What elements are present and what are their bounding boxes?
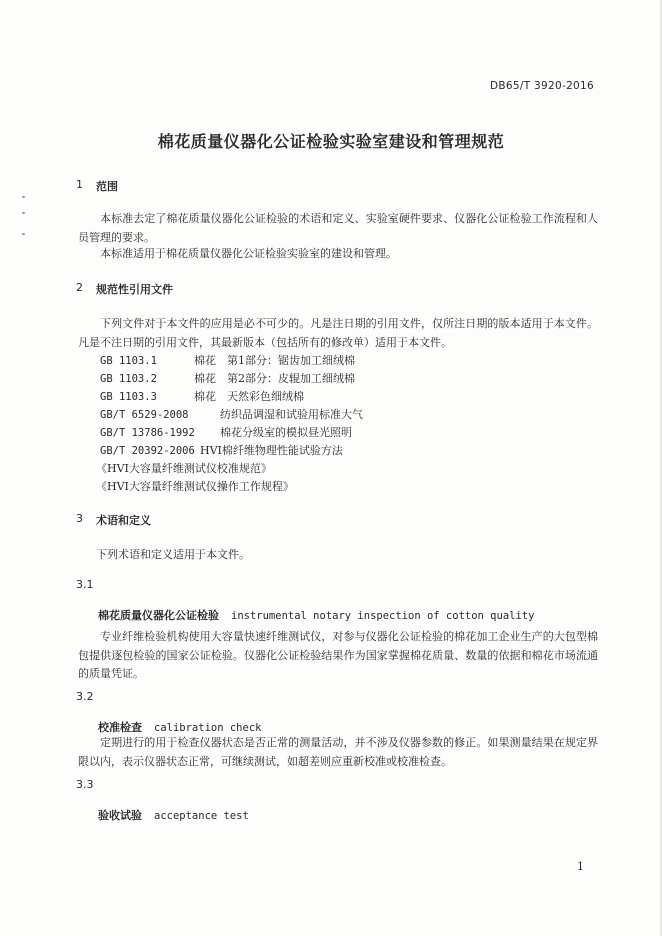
reference-item bbox=[100, 442, 343, 458]
reference-item bbox=[100, 424, 352, 440]
term-3-3-heading bbox=[98, 804, 249, 823]
reference-code: GB 1103.1 bbox=[100, 355, 157, 367]
reference-title: 棉花分级室的模拟昼光照明 bbox=[220, 426, 352, 439]
reference-title: 纺织品调湿和试验用标准大气 bbox=[220, 408, 363, 421]
reference-code: GB/T 13786-1992 bbox=[100, 427, 195, 439]
reference-extra: 《HVI大容量纤维测试仪操作工作规程》 bbox=[96, 480, 294, 493]
reference-code: GB 1103.3 bbox=[100, 391, 157, 403]
page-number: 1 bbox=[577, 860, 584, 873]
reference-title: HVI棉纤维物理性能试验方法 bbox=[200, 444, 343, 457]
term-3-1-definition: 专业纤维检验机构使用大容量快速纤维测试仪，对参与仪器化公证检验的棉花加工企业生产的大包型棉包提供逐包检验的国家公证检验。仪器化公证检验结果作为国家掌握棉花质量、数量的依据和棉花市场流通的质量凭证。 bbox=[78, 630, 598, 680]
term-3-2-heading bbox=[98, 716, 261, 735]
section-2-paragraph-1: 下列文件对于本文件的应用是必不可少的。凡是注日期的引用文件，仅所注日期的版本适用于本文件。凡是不注日期的引用文件，其最新版本（包括所有的修改单）适用于本文件。 bbox=[78, 317, 598, 349]
term-en: acceptance test bbox=[154, 810, 249, 822]
term-zh: 棉花质量仪器化公证检验 bbox=[98, 609, 219, 622]
scan-speck bbox=[22, 233, 25, 235]
section-3-heading: 术语和定义 bbox=[96, 514, 151, 527]
reference-title: 棉花 第2部分：皮辊加工细绒棉 bbox=[194, 372, 355, 385]
scan-speck bbox=[22, 196, 25, 198]
term-zh: 验收试验 bbox=[98, 809, 142, 822]
term-3-2-definition: 定期进行的用于检查仪器状态是否正常的测量活动，并不涉及仪器参数的修正。如果测量结果在规定界限以内，表示仪器状态正常，可继续测试，如超差则应重新校准或校准检查。 bbox=[78, 736, 598, 768]
reference-item bbox=[100, 352, 355, 368]
scan-speck bbox=[22, 212, 25, 214]
reference-code: GB/T 20392-2006 bbox=[100, 445, 195, 457]
section-3-intro: 下列术语和定义适用于本文件。 bbox=[96, 548, 250, 561]
section-2-heading: 规范性引用文件 bbox=[96, 283, 173, 296]
standard-code: DB65/T 3920-2016 bbox=[490, 80, 594, 92]
term-en: calibration check bbox=[154, 722, 262, 734]
reference-title: 棉花 第1部分：锯齿加工细绒棉 bbox=[194, 354, 355, 367]
reference-item bbox=[100, 388, 304, 404]
reference-code: GB/T 6529-2008 bbox=[100, 409, 189, 421]
section-1-number: 1 bbox=[76, 178, 83, 191]
term-zh: 校准检查 bbox=[98, 721, 142, 734]
reference-item bbox=[100, 370, 355, 386]
document-title: 棉花质量仪器化公证检验实验室建设和管理规范 bbox=[157, 132, 505, 151]
term-3-2-number: 3.2 bbox=[76, 690, 94, 703]
term-3-1-number: 3.1 bbox=[76, 578, 94, 591]
section-3-number: 3 bbox=[76, 512, 83, 525]
reference-code: GB 1103.2 bbox=[100, 373, 157, 385]
reference-title: 棉花 天然彩色细绒棉 bbox=[194, 390, 304, 403]
term-3-3-number: 3.3 bbox=[76, 778, 94, 791]
section-2-number: 2 bbox=[76, 281, 83, 294]
section-1-paragraph-2: 本标准适用于棉花质量仪器化公证检验实验室的建设和管理。 bbox=[100, 247, 397, 260]
term-3-1-heading bbox=[98, 604, 534, 623]
reference-item bbox=[100, 406, 363, 422]
term-en: instrumental notary inspection of cotton quality bbox=[231, 610, 535, 622]
section-1-heading: 范围 bbox=[96, 180, 118, 193]
section-1-paragraph-1: 本标准去定了棉花质量仪器化公证检验的术语和定义、实验室硬件要求、仪器化公证检验工作流程和人员管理的要求。 bbox=[78, 212, 598, 244]
reference-extra: 《HVI大容量纤维测试仪校准规范》 bbox=[96, 462, 272, 475]
